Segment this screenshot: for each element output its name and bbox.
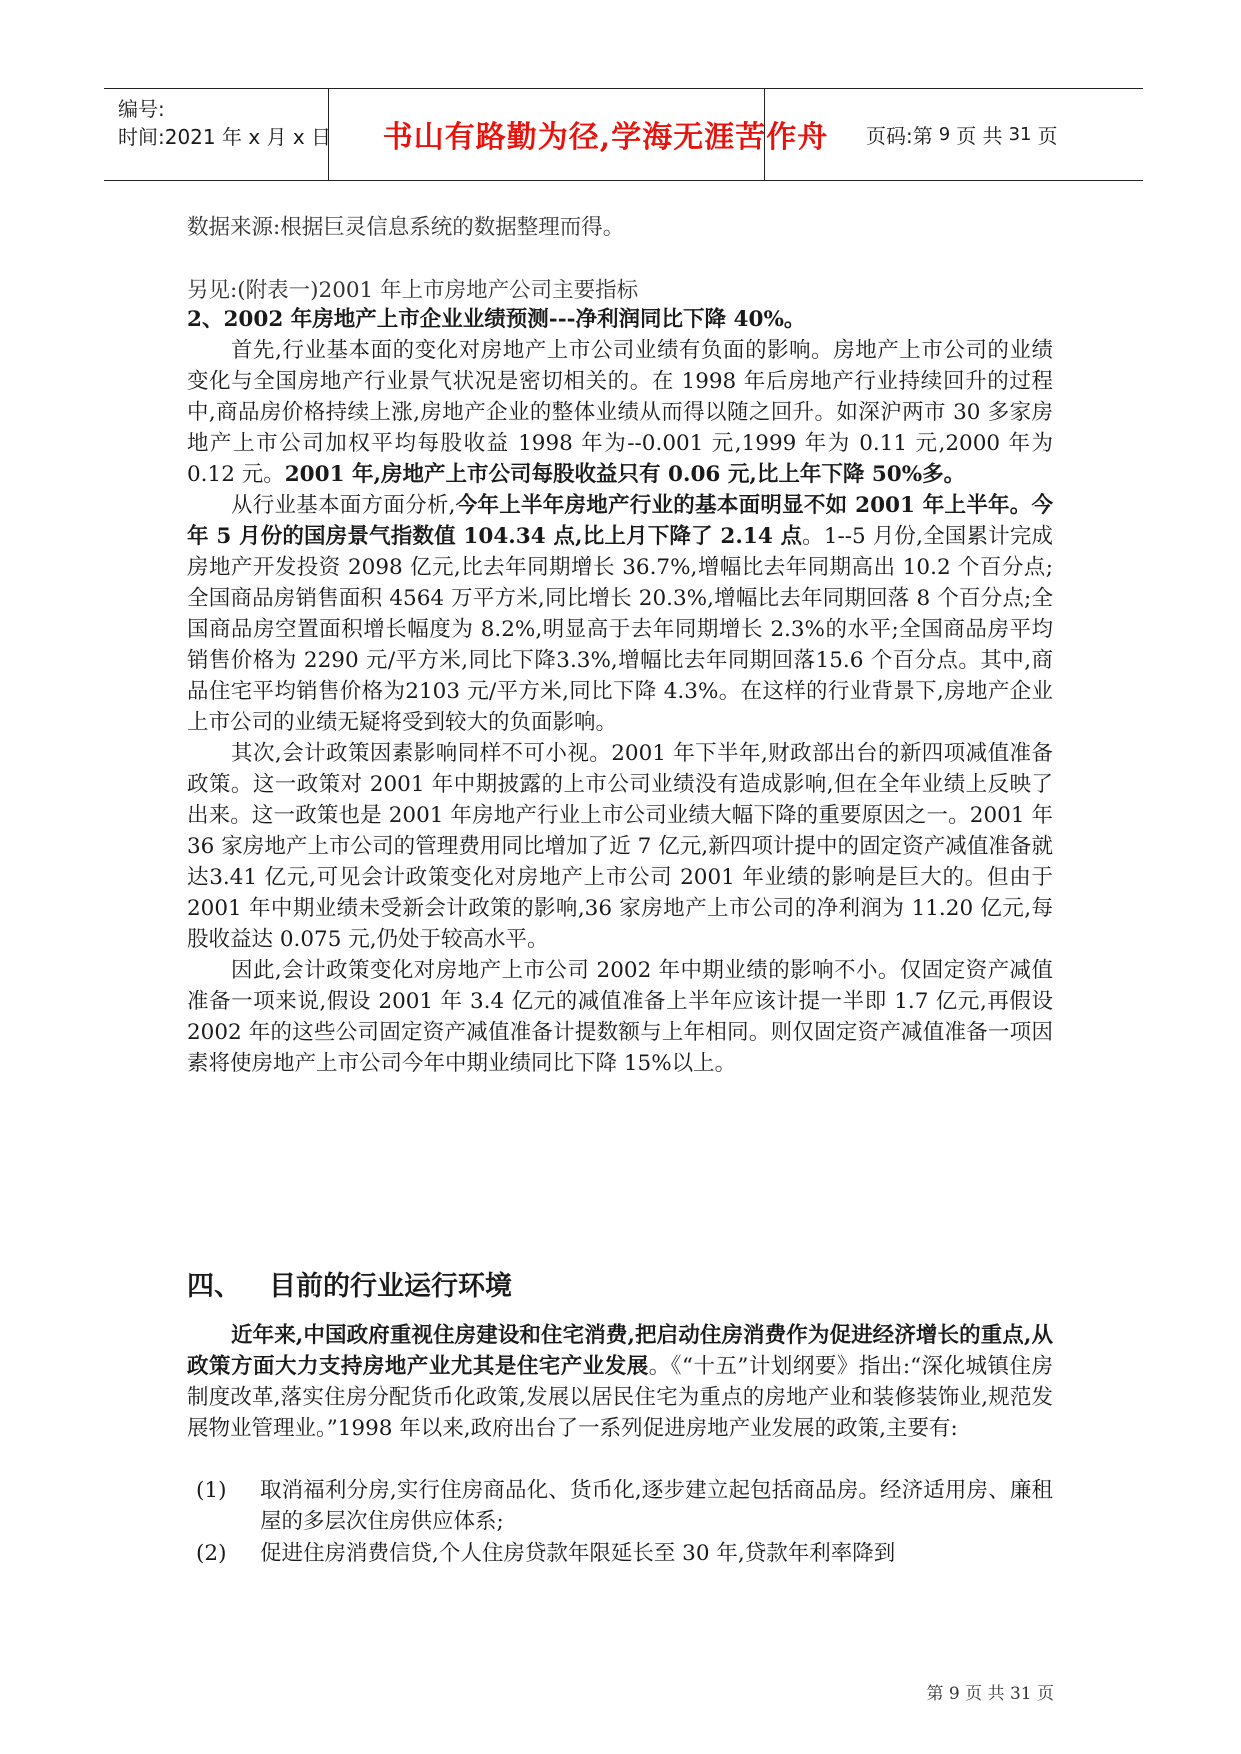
page-total: 31 bbox=[1008, 123, 1032, 145]
paragraph-4: 因此,会计政策变化对房地产上市公司 2002 年中期业绩的影响不小。仅固定资产减值准备一项来说,假设 2001 年 3.4 亿元的减值准备上半年应该计提一半即 1.7 亿元,再假设 2002 年的这些公司固定资产减值准备计提数额与上年相同。则仅固定资产减值准备一项因素将使房地产上市公司今年中期业绩同比下降 15%以上。 bbox=[187, 958, 1053, 1076]
section-2 bbox=[187, 304, 1053, 1079]
paragraph-1-emphasis: 2001 年,房地产上市公司每股收益只有 0.06 元,比上年下降 50%多。 bbox=[284, 462, 966, 487]
paragraph-2 bbox=[187, 490, 1053, 738]
time-label: 时间:2021 年 x 月 x 日 bbox=[118, 125, 332, 149]
paragraph-2-emphasis: 今年上半年房地产行业的基本面明显不如 2001 年上半年。今年 5 月份的国房景气指数值 104.34 点,比上月下降了 2.14 点 bbox=[187, 493, 1053, 549]
list-item-marker: (2) bbox=[196, 1541, 227, 1566]
page-mid: 页 共 bbox=[956, 123, 1003, 148]
section-2-title: 2、2002 年房地产上市企业业绩预测---净利润同比下降 40%。 bbox=[187, 307, 806, 332]
paragraph-2-lead: 从行业基本面方面分析, bbox=[231, 493, 456, 518]
data-source-line: 数据来源:根据巨灵信息系统的数据整理而得。 bbox=[187, 215, 625, 240]
section-4-heading bbox=[187, 1264, 512, 1303]
paragraph-1-text: 首先,行业基本面的变化对房地产上市公司业绩有负面的影响。房地产上市公司的业绩变化与全国房地产行业景气状况是密切相关的。在 1998 年后房地产行业持续回升的过程中,商品房价格持续上涨,房地产企业的整体业绩从而得以随之回升。如深沪两市 30 多家房地产上市公司加权平均每股收益 1998 年为--0.001 元,1999 年为 0.11 元,2000 年为 0.12 元。 bbox=[187, 338, 1053, 487]
header-divider bbox=[328, 89, 329, 180]
list-item-marker: (1) bbox=[196, 1478, 227, 1503]
paragraph-5-emphasis: 近年来,中国政府重视住房建设和住宅消费,把启动住房消费作为促进经济增长的重点,从政策方面大力支持房地产业尤其是住宅产业发展 bbox=[187, 1323, 1053, 1379]
page-footer: 第 9 页 共 31 页 bbox=[926, 1684, 1054, 1704]
see-also-line: 另见:(附表一)2001 年上市房地产公司主要指标 bbox=[187, 278, 639, 303]
header-divider bbox=[764, 89, 765, 180]
header-table bbox=[104, 88, 1143, 181]
header-motto: 书山有路勤为径,学海无涯苦作舟 bbox=[382, 120, 829, 155]
section-4 bbox=[187, 1320, 1053, 1444]
list-item-text: 取消福利分房,实行住房商品化、货币化,逐步建立起包括商品房。经济适用房、廉租屋的多层次住房供应体系; bbox=[260, 1478, 1053, 1534]
code-label: 编号: bbox=[118, 97, 165, 121]
list-item bbox=[196, 1475, 1053, 1537]
list-item-text: 促进住房消费信贷,个人住房贷款年限延长至 30 年,贷款年利率降到 bbox=[260, 1541, 896, 1566]
paragraph-5-text: 。《“十五”计划纲要》指出:“深化城镇住房制度改革,落实住房分配货币化政策,发展以居民住宅为重点的房地产业和装修装饰业,规范发展物业管理业。”1998 年以来,政府出台了一系列促进房地产业发展的政策,主要有: bbox=[187, 1354, 1053, 1441]
paragraph-5 bbox=[187, 1320, 1053, 1444]
page-suffix: 页 bbox=[1037, 123, 1058, 148]
page-number: 9 bbox=[938, 123, 951, 145]
section-4-number: 四、 bbox=[187, 1271, 241, 1302]
paragraph-3: 其次,会计政策因素影响同样不可小视。2001 年下半年,财政部出台的新四项减值准备政策。这一政策对 2001 年中期披露的上市公司业绩没有造成影响,但在全年业绩上反映了出来。这一政策也是 2001 年房地产行业上市公司业绩大幅下降的重要原因之一。2001 年 36 家房地产上市公司的管理费用同比增加了近 7 亿元,新四项计提中的固定资产减值准备就达3.41 亿元,可见会计政策变化对房地产上市公司 2001 年业绩的影响是巨大的。但由于 2001 年中期业绩未受新会计政策的影响,36 家房地产上市公司的净利润为 11.20 亿元,每股收益达 0.075 元,仍处于较高水平。 bbox=[187, 741, 1053, 952]
section-4-title: 目前的行业运行环境 bbox=[269, 1271, 512, 1302]
paragraph-2-text: 。1--5 月份,全国累计完成房地产开发投资 2098 亿元,比去年同期增长 36.7%,增幅比去年同期高出 10.2 个百分点;全国商品房销售面积 4564 万平方米,同比增长 20.3%,增幅比去年同期回落 8 个百分点;全国商品房空置面积增长幅度为 8.2%,明显高于去年同期增长 2.3%的水平;全国商品房平均销售价格为 2290 元/平方米,同比下降3.3%,增幅比去年同期回落15.6 个百分点。其中,商品住宅平均销售价格为2103 元/平方米,同比下降 4.3%。在这样的行业背景下,房地产企业上市公司的业绩无疑将受到较大的负面影响。 bbox=[187, 524, 1053, 735]
header-meta bbox=[118, 95, 331, 151]
header-page-info bbox=[866, 89, 1057, 179]
paragraph-1 bbox=[187, 335, 1053, 490]
list-item bbox=[196, 1538, 1053, 1569]
page-prefix: 页码:第 bbox=[866, 123, 933, 148]
